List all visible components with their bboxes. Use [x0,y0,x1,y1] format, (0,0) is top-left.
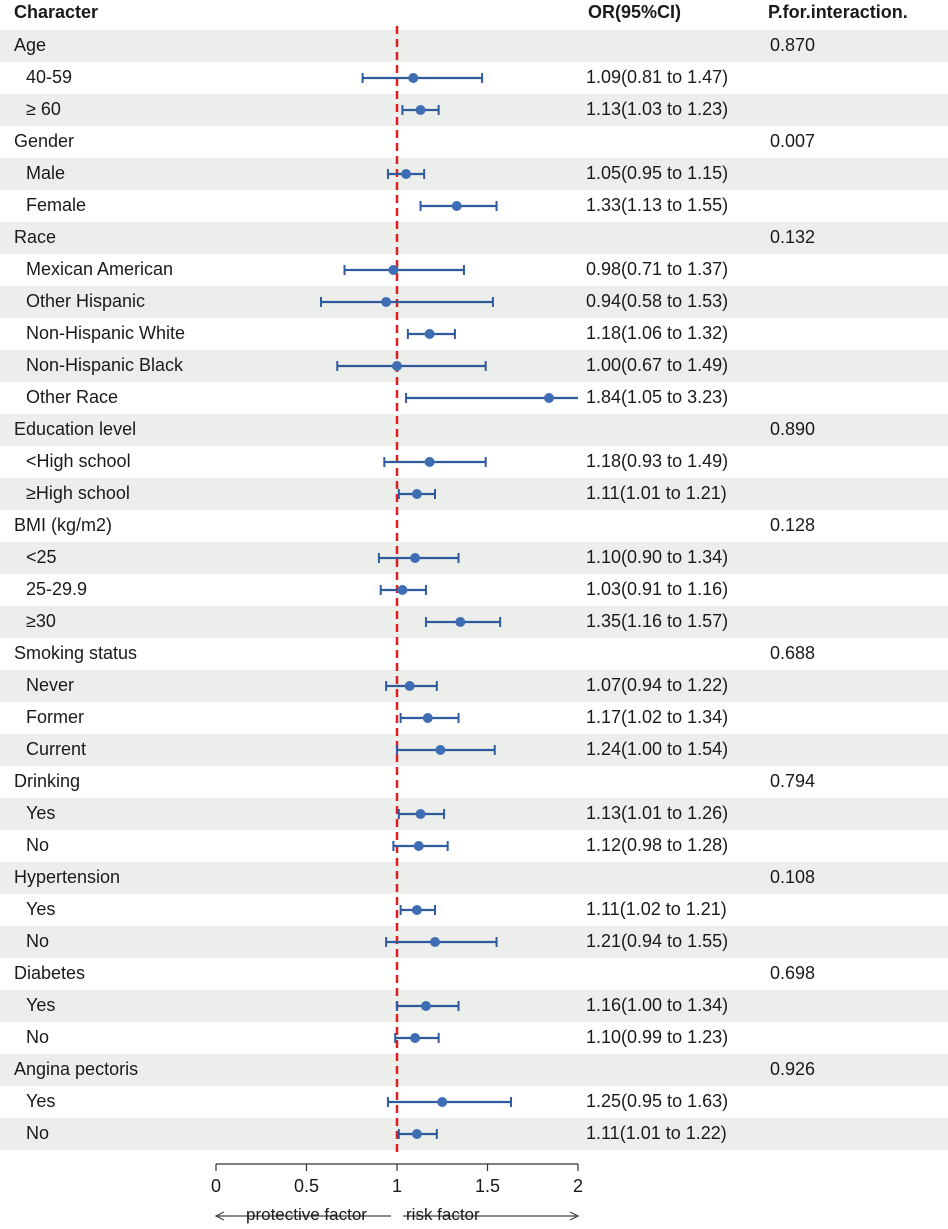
or-point [410,1033,420,1043]
group-label: Diabetes [14,963,86,983]
or-point [416,809,426,819]
or-point [437,1097,447,1107]
or-ci-value: 0.94(0.58 to 1.53) [586,291,729,311]
subgroup-label: Non-Hispanic Black [26,355,184,375]
subgroup-label: Male [26,163,66,183]
group-label: Education level [14,419,137,439]
or-point [425,329,435,339]
p-interaction-column-header: P.for.interaction. [768,2,908,22]
or-ci-value: 1.21(0.94 to 1.55) [586,931,729,951]
subgroup-label: No [26,835,50,855]
or-point [412,905,422,915]
or-ci-value: 1.18(1.06 to 1.32) [586,323,729,343]
subgroup-label: ≥30 [26,611,56,631]
or-ci-value: 1.25(0.95 to 1.63) [586,1091,729,1111]
subgroup-label: <25 [26,547,57,567]
or-point [455,617,465,627]
subgroup-label: Female [26,195,87,215]
subgroup-label: 25-29.9 [26,579,88,599]
character-column-header: Character [14,2,99,22]
or-point [435,745,445,755]
subgroup-label: ≥ 60 [26,99,61,119]
or-ci-value: 1.09(0.81 to 1.47) [586,67,729,87]
or-point [430,937,440,947]
or-point [412,489,422,499]
protective-factor-label: protective factor [246,1205,367,1224]
or-ci-value: 1.11(1.01 to 1.22) [586,1123,727,1143]
subgroup-label: Other Hispanic [26,291,146,311]
or-ci-value: 1.17(1.02 to 1.34) [586,707,729,727]
or-point [405,681,415,691]
or-ci-value: 1.18(0.93 to 1.49) [586,451,729,471]
x-tick-label: 0.5 [293,1176,320,1196]
or-point [423,713,433,723]
or-ci-value: 1.10(0.99 to 1.23) [586,1027,729,1047]
p-interaction-value: 0.132 [770,227,816,247]
group-label: Gender [14,131,75,151]
risk-factor-label: risk factor [406,1205,480,1224]
subgroup-label: <High school [26,451,131,471]
or-point [392,361,402,371]
group-label: Smoking status [14,643,138,663]
p-interaction-value: 0.870 [770,35,816,55]
or-ci-value: 1.11(1.01 to 1.21) [586,483,727,503]
subgroup-label: Yes [26,995,56,1015]
or-ci-value: 1.24(1.00 to 1.54) [586,739,729,759]
or-ci-value: 1.10(0.90 to 1.34) [586,547,729,567]
group-label: Drinking [14,771,81,791]
or-point [452,201,462,211]
subgroup-label: No [26,931,50,951]
or-point [410,553,420,563]
or-ci-value: 1.12(0.98 to 1.28) [586,835,729,855]
or-point [381,297,391,307]
group-label: Hypertension [14,867,121,887]
subgroup-label: No [26,1123,50,1143]
or-point [425,457,435,467]
group-label: Angina pectoris [14,1059,139,1079]
or-ci-value: 1.33(1.13 to 1.55) [586,195,729,215]
subgroup-label: 40-59 [26,67,73,87]
subgroup-label: Non-Hispanic White [26,323,186,343]
subgroup-label: Never [26,675,75,695]
or-point [544,393,554,403]
subgroup-label: Current [26,739,87,759]
p-interaction-value: 0.108 [770,867,816,887]
or-ci-value: 0.98(0.71 to 1.37) [586,259,729,279]
p-interaction-value: 0.698 [770,963,816,983]
or-column-header: OR(95%CI) [588,2,682,22]
subgroup-label: Yes [26,899,56,919]
or-point [412,1129,422,1139]
or-point [414,841,424,851]
x-tick-label: 0 [210,1176,222,1196]
or-point [401,169,411,179]
or-point [416,105,426,115]
x-tick-label: 1 [391,1176,403,1196]
or-ci-value: 1.13(1.03 to 1.23) [586,99,729,119]
or-ci-value: 1.84(1.05 to 3.23) [586,387,729,407]
group-label: BMI (kg/m2) [14,515,113,535]
subgroup-label: Yes [26,803,56,823]
or-ci-value: 1.05(0.95 to 1.15) [586,163,729,183]
p-interaction-value: 0.128 [770,515,816,535]
p-interaction-value: 0.007 [770,131,816,151]
or-ci-value: 1.35(1.16 to 1.57) [586,611,729,631]
subgroup-label: Mexican American [26,259,174,279]
p-interaction-value: 0.688 [770,643,816,663]
subgroup-label: Other Race [26,387,119,407]
or-point [397,585,407,595]
or-ci-value: 1.16(1.00 to 1.34) [586,995,729,1015]
or-point [388,265,398,275]
subgroup-label: Former [26,707,84,727]
or-point [408,73,418,83]
p-interaction-value: 0.794 [770,771,816,791]
or-ci-value: 1.00(0.67 to 1.49) [586,355,729,375]
or-point [421,1001,431,1011]
x-tick-label: 1.5 [474,1176,501,1196]
p-interaction-value: 0.890 [770,419,816,439]
p-interaction-value: 0.926 [770,1059,816,1079]
or-ci-value: 1.07(0.94 to 1.22) [586,675,729,695]
x-tick-label: 2 [572,1176,584,1196]
or-ci-value: 1.11(1.02 to 1.21) [586,899,727,919]
or-ci-value: 1.13(1.01 to 1.26) [586,803,729,823]
group-label: Age [14,35,47,55]
subgroup-label: Yes [26,1091,56,1111]
or-ci-value: 1.03(0.91 to 1.16) [586,579,729,599]
group-label: Race [14,227,57,247]
subgroup-label: ≥High school [26,483,130,503]
subgroup-label: No [26,1027,50,1047]
